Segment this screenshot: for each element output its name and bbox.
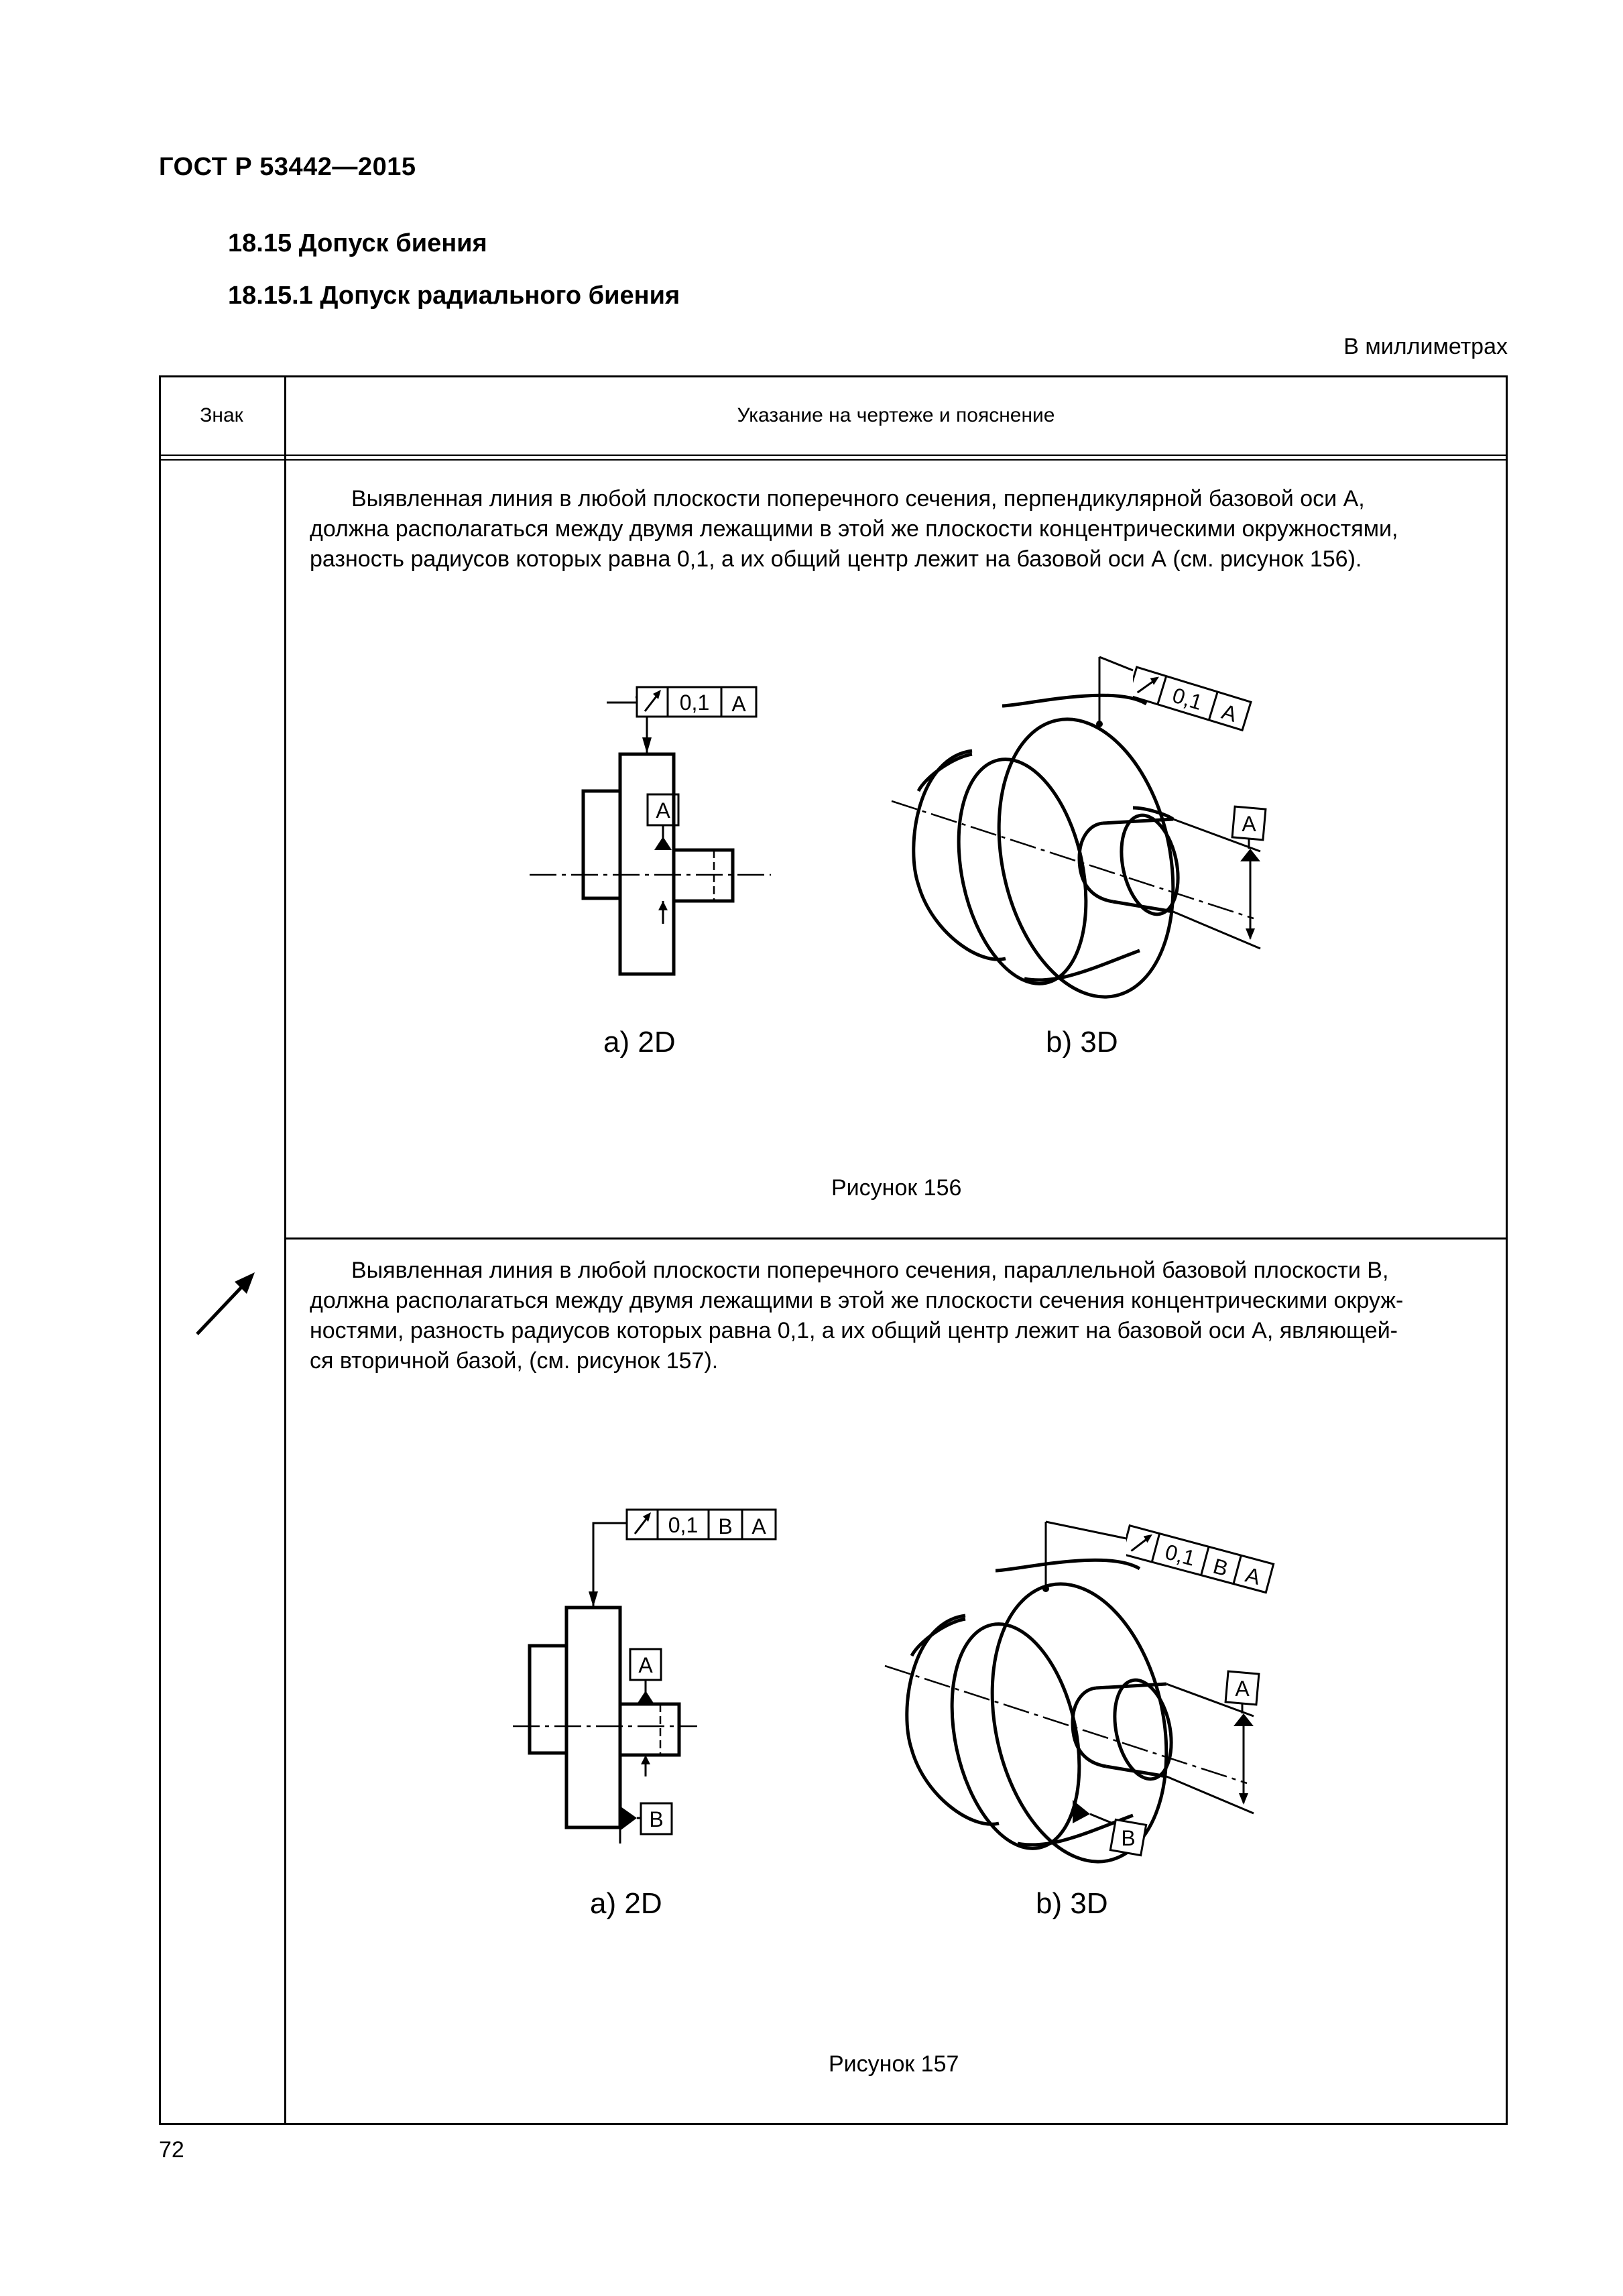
datum-a-label-157: A — [638, 1653, 653, 1677]
datum-a-label: A — [656, 798, 670, 823]
figure-157b-label: b) 3D — [1036, 1887, 1108, 1920]
frame-value-157b: 0,1 — [1162, 1539, 1198, 1571]
frame-datum1-157b: B — [1210, 1553, 1231, 1581]
datum-b-label-157-3d: B — [1121, 1826, 1136, 1850]
frame-value-157a: 0,1 — [668, 1513, 699, 1537]
frame-value-3d: 0,1 — [1169, 682, 1205, 715]
feature-control-frame-157b — [1126, 1522, 1287, 1602]
figure-157a-label: a) 2D — [590, 1887, 662, 1920]
figure-156b-label: b) 3D — [1046, 1026, 1118, 1059]
datum-a-label-3d: A — [1242, 812, 1256, 836]
column-header-sign: Знак — [200, 404, 243, 426]
frame-datum: A — [731, 692, 746, 716]
row1-description: Выявленная линия в любой плоскости поперечного сечения, перпендикулярной базовой оси А, должна располагаться между двумя лежащими в этой же плоскости концентрическими окружностями, разность радиусов которых равна 0,1, а их общий центр лежит на базовой оси А (см. рисунок 156). — [310, 486, 1398, 572]
column-header-description: Указание на чертеже и пояснение — [737, 404, 1055, 426]
feature-control-frame-156b — [1133, 664, 1267, 737]
datum-a-label-157-3d: A — [1235, 1677, 1250, 1701]
figure-156a-label: a) 2D — [603, 1026, 676, 1059]
document-code: ГОСТ Р 53442—2015 — [159, 153, 416, 181]
column-divider — [284, 375, 286, 2125]
frame-datum2-157b: A — [1243, 1562, 1263, 1589]
row2-description: Выявленная линия в любой плоскости поперечного сечения, параллельной базовой плоскости В, должна располагаться между двумя лежащими в этой же плоскости сечения концентрическими окруж- ностями, разность радиусов которых равна 0,1, а их общий центр лежит на базовой оси А, являющей- ся вторичной базой, (см. рисунок 157). — [310, 1258, 1404, 1374]
frame-value: 0,1 — [679, 690, 710, 715]
feature-control-frame-156a — [636, 686, 760, 719]
figure-156-caption: Рисунок 156 — [831, 1175, 962, 1201]
section-title: 18.15 Допуск биения — [228, 229, 487, 257]
row-divider — [284, 1237, 1508, 1240]
frame-datum-3d: A — [1219, 699, 1240, 727]
feature-control-frame-157a — [625, 1508, 780, 1542]
figure-157-caption: Рисунок 157 — [829, 2051, 959, 2077]
subsection-title: 18.15.1 Допуск радиального биения — [228, 282, 680, 310]
leader-line — [607, 697, 640, 711]
frame-datum2-157a: A — [752, 1514, 766, 1538]
figure-157-2d-drawing — [509, 1495, 778, 1870]
runout-arrow-icon — [188, 1267, 261, 1341]
frame-datum1-157a: B — [718, 1514, 733, 1538]
datum-b-label-157: B — [649, 1807, 664, 1831]
units-note: В миллиметрах — [1343, 334, 1508, 359]
page-number: 72 — [159, 2137, 184, 2163]
tolerance-table — [159, 375, 1508, 2125]
